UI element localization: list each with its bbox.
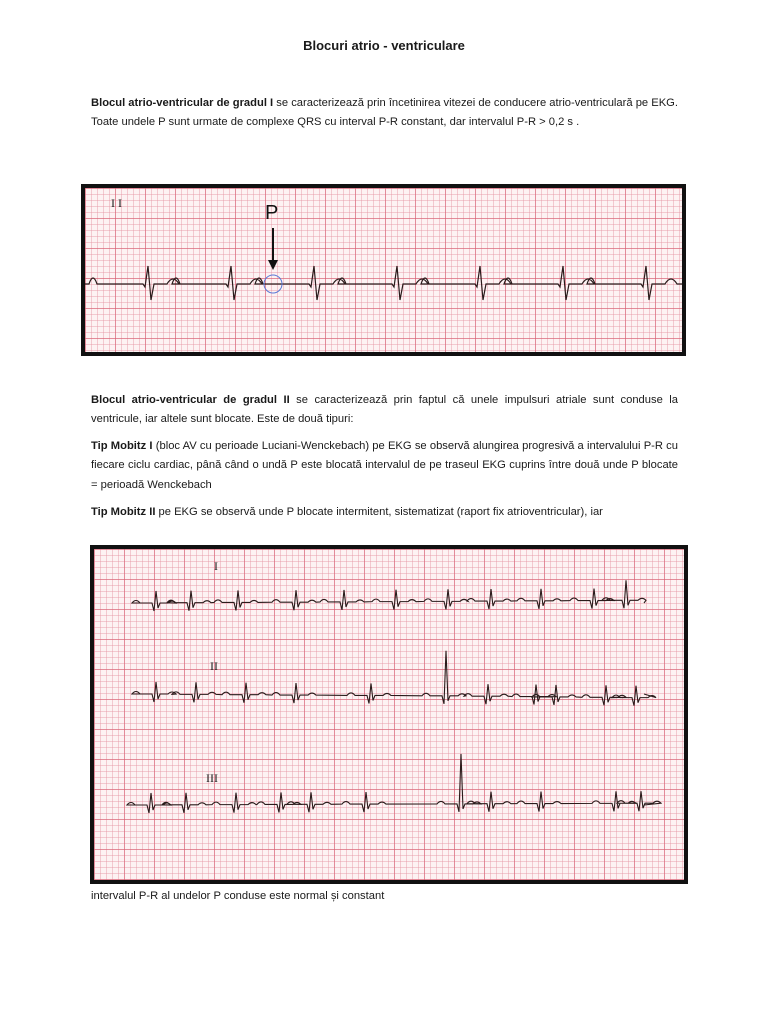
mobitz-i-heading: Tip Mobitz I	[91, 440, 153, 452]
mobitz-ii-heading: Tip Mobitz II	[91, 506, 156, 518]
mobitz-i-text: (bloc AV cu perioade Luciani-Wenckebach) pe EKG se observă alungirea progresivă a intervalului P-R cu fiecare ciclu cardiac, până când o undă P este blocată intervalul de pe traseul EKG cuprins între două unde P blocate = perioadă Wenckebach	[91, 440, 678, 491]
first-degree-block-heading: Blocul atrio-ventricular de gradul I	[91, 97, 274, 109]
paragraph-second-degree-block	[91, 391, 678, 430]
lead-label-i: I	[214, 559, 218, 573]
ekg-strip-first-degree	[81, 184, 686, 356]
lead-label-ii: I I	[111, 196, 122, 210]
paragraph-mobitz-ii	[91, 503, 678, 522]
footer-paragraph: intervalul P-R al undelor P conduse este normal și constant	[91, 890, 385, 902]
first-degree-block-text: se caracterizează prin încetinirea vitezei de conducere atrio-ventriculară pe EKG. Toate undele P sunt urmate de complexe QRS cu interval P-R constant, dar intervalul P-R > 0,2 s .	[91, 97, 678, 129]
lead-label-iii: III	[206, 771, 218, 785]
p-wave-arrow-head	[268, 260, 278, 270]
paragraph-mobitz-i	[91, 437, 678, 495]
ekg-trace-first-degree	[85, 188, 682, 352]
p-wave-marker-label: P	[265, 202, 279, 224]
ekg-strip-mobitz-ii	[90, 545, 688, 884]
page-title: Blocuri atrio - ventriculare	[303, 38, 465, 53]
ekg-trace-mobitz-ii	[94, 549, 684, 880]
ekg-lead-i-trace	[132, 580, 646, 611]
paragraph-first-degree-block	[91, 94, 678, 133]
mobitz-ii-text: pe EKG se observă unde P blocate intermitent, sistematizat (raport fix atrioventricular), iar	[155, 506, 603, 518]
second-degree-block-heading: Blocul atrio-ventricular de gradul II	[91, 394, 290, 406]
ekg-trace-line	[85, 266, 682, 300]
lead-label-ii: II	[210, 659, 218, 673]
second-degree-block-text: se caracterizează prin faptul că unele impulsuri atriale sunt conduse la ventricule, iar altele sunt blocate. Este de două tipuri:	[91, 394, 678, 426]
